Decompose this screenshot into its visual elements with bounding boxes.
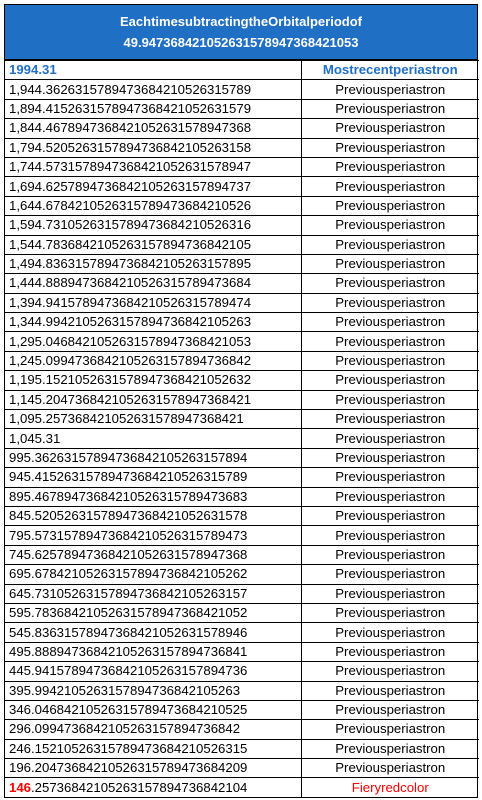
- header-most-recent[interactable]: Mostrecentperiastron: [301, 61, 479, 80]
- year-cell[interactable]: 445.94157894736842105263157894736: [5, 662, 301, 681]
- table-row: [5, 565, 479, 584]
- table-row: [5, 526, 479, 545]
- table-row: [5, 216, 479, 235]
- year-prefix-highlight: 146: [9, 779, 32, 795]
- label-cell[interactable]: Previousperiastron: [301, 196, 479, 215]
- label-cell[interactable]: Previousperiastron: [301, 603, 479, 622]
- year-rest: .25736842105263157894736842104: [31, 779, 248, 795]
- table-row: [5, 623, 479, 642]
- table-row: [5, 759, 479, 778]
- year-cell[interactable]: 1,944.3626315789473684210526315789: [5, 80, 301, 99]
- table-row: [5, 603, 479, 622]
- table-row: [5, 468, 479, 487]
- label-cell[interactable]: Previousperiastron: [301, 177, 479, 196]
- label-cell[interactable]: Previousperiastron: [301, 681, 479, 700]
- table-row: [5, 99, 479, 118]
- label-cell[interactable]: Previousperiastron: [301, 351, 479, 370]
- table-row: [5, 390, 479, 409]
- table-row: [5, 410, 479, 429]
- table-row: [5, 584, 479, 603]
- label-cell[interactable]: Previousperiastron: [301, 623, 479, 642]
- year-cell[interactable]: 995.36263157894736842105263157894: [5, 448, 301, 467]
- year-cell[interactable]: 745.62578947368421052631578947368: [5, 545, 301, 564]
- year-cell[interactable]: 346.04684210526315789473684210525: [5, 700, 301, 719]
- year-cell-final[interactable]: [5, 778, 301, 797]
- year-cell[interactable]: 1,394.9415789473684210526315789474: [5, 293, 301, 312]
- label-cell[interactable]: Previousperiastron: [301, 662, 479, 681]
- year-cell[interactable]: 1,844.4678947368421052631578947368: [5, 119, 301, 138]
- table-row: [5, 313, 479, 332]
- year-cell[interactable]: 795.57315789473684210526315789473: [5, 526, 301, 545]
- year-cell[interactable]: 1,095.257368421052631578947368421: [5, 410, 301, 429]
- year-cell[interactable]: 1,744.5731578947368421052631578947: [5, 157, 301, 176]
- year-cell[interactable]: 645.73105263157894736842105263157: [5, 584, 301, 603]
- table-row: [5, 138, 479, 157]
- label-cell[interactable]: Previousperiastron: [301, 720, 479, 739]
- label-cell[interactable]: Previousperiastron: [301, 390, 479, 409]
- table-row: [5, 332, 479, 351]
- label-cell[interactable]: Previousperiastron: [301, 371, 479, 390]
- label-cell[interactable]: Previousperiastron: [301, 468, 479, 487]
- table-row: [5, 545, 479, 564]
- year-cell[interactable]: 1,544.7836842105263157894736842105: [5, 235, 301, 254]
- year-cell[interactable]: 1,195.1521052631578947368421052632: [5, 371, 301, 390]
- label-cell[interactable]: Previousperiastron: [301, 506, 479, 525]
- label-cell[interactable]: Previousperiastron: [301, 487, 479, 506]
- label-cell[interactable]: Previousperiastron: [301, 584, 479, 603]
- year-cell[interactable]: 1,894.4152631578947368421052631579: [5, 99, 301, 118]
- table-row: [5, 642, 479, 661]
- table-row-final: [5, 778, 479, 797]
- year-cell[interactable]: 1,794.5205263157894736842105263158: [5, 138, 301, 157]
- label-cell[interactable]: Previousperiastron: [301, 138, 479, 157]
- year-cell[interactable]: 1,045.31: [5, 429, 301, 448]
- label-cell[interactable]: Previousperiastron: [301, 448, 479, 467]
- year-cell[interactable]: 1,644.6784210526315789473684210526: [5, 196, 301, 215]
- label-cell[interactable]: Previousperiastron: [301, 545, 479, 564]
- table-row: [5, 700, 479, 719]
- label-cell[interactable]: Previousperiastron: [301, 254, 479, 273]
- label-cell[interactable]: Previousperiastron: [301, 80, 479, 99]
- header-start-year[interactable]: 1994.31: [5, 61, 301, 80]
- table-row: [5, 157, 479, 176]
- label-cell[interactable]: Previousperiastron: [301, 429, 479, 448]
- table-row: [5, 177, 479, 196]
- year-cell[interactable]: 1,245.0994736842105263157894736842: [5, 351, 301, 370]
- table-title: [5, 5, 477, 60]
- year-cell[interactable]: 246.15210526315789473684210526315: [5, 739, 301, 758]
- table-row: [5, 196, 479, 215]
- year-cell[interactable]: 695.67842105263157894736842105262: [5, 565, 301, 584]
- label-cell[interactable]: Previousperiastron: [301, 642, 479, 661]
- label-cell[interactable]: Previousperiastron: [301, 565, 479, 584]
- table-row: [5, 274, 479, 293]
- year-cell[interactable]: 196.20473684210526315789473684209: [5, 759, 301, 778]
- year-cell[interactable]: 895.46789473684210526315789473683: [5, 487, 301, 506]
- year-cell[interactable]: 1,694.6257894736842105263157894737: [5, 177, 301, 196]
- label-cell[interactable]: Previousperiastron: [301, 410, 479, 429]
- year-cell[interactable]: 296.0994736842105263157894736842: [5, 720, 301, 739]
- label-cell[interactable]: Previousperiastron: [301, 759, 479, 778]
- label-cell[interactable]: Previousperiastron: [301, 235, 479, 254]
- label-cell[interactable]: Previousperiastron: [301, 119, 479, 138]
- header-row: [5, 61, 479, 80]
- label-cell[interactable]: Previousperiastron: [301, 332, 479, 351]
- table-row: [5, 235, 479, 254]
- table-row: [5, 119, 479, 138]
- periastron-table: [5, 60, 479, 797]
- label-cell-final[interactable]: Fieryredcolor: [301, 778, 479, 797]
- year-cell[interactable]: 1,594.7310526315789473684210526316: [5, 216, 301, 235]
- spreadsheet: [4, 4, 478, 798]
- table-row: [5, 448, 479, 467]
- label-cell[interactable]: Previousperiastron: [301, 700, 479, 719]
- table-row: [5, 429, 479, 448]
- table-row: [5, 371, 479, 390]
- table-row: [5, 662, 479, 681]
- year-cell[interactable]: 1,444.8889473684210526315789473684: [5, 274, 301, 293]
- label-cell[interactable]: Previousperiastron: [301, 216, 479, 235]
- table-row: [5, 720, 479, 739]
- title-line-2: 49.947368421052631578947368421053: [123, 35, 359, 50]
- label-cell[interactable]: Previousperiastron: [301, 274, 479, 293]
- year-cell[interactable]: 495.88894736842105263157894736841: [5, 642, 301, 661]
- year-cell[interactable]: 1,494.8363157894736842105263157895: [5, 254, 301, 273]
- label-cell[interactable]: Previousperiastron: [301, 99, 479, 118]
- year-cell[interactable]: 1,344.9942105263157894736842105263: [5, 313, 301, 332]
- table-row: [5, 739, 479, 758]
- year-cell[interactable]: 1,145.2047368421052631578947368421: [5, 390, 301, 409]
- label-cell[interactable]: Previousperiastron: [301, 293, 479, 312]
- title-line-1: EachtimesubtractingtheOrbitalperiodof: [120, 14, 362, 29]
- table-row: [5, 293, 479, 312]
- table-row: [5, 80, 479, 99]
- year-cell[interactable]: 1,295.0468421052631578947368421053: [5, 332, 301, 351]
- label-cell[interactable]: Previousperiastron: [301, 157, 479, 176]
- year-cell[interactable]: 845.52052631578947368421052631578: [5, 506, 301, 525]
- table-row: [5, 254, 479, 273]
- year-cell[interactable]: 945.41526315789473684210526315789: [5, 468, 301, 487]
- year-cell[interactable]: 595.78368421052631578947368421052: [5, 603, 301, 622]
- table-row: [5, 506, 479, 525]
- table-row: [5, 487, 479, 506]
- year-cell[interactable]: 395.9942105263157894736842105263: [5, 681, 301, 700]
- table-row: [5, 681, 479, 700]
- year-cell[interactable]: 545.83631578947368421052631578946: [5, 623, 301, 642]
- label-cell[interactable]: Previousperiastron: [301, 739, 479, 758]
- label-cell[interactable]: Previousperiastron: [301, 526, 479, 545]
- label-cell[interactable]: Previousperiastron: [301, 313, 479, 332]
- table-row: [5, 351, 479, 370]
